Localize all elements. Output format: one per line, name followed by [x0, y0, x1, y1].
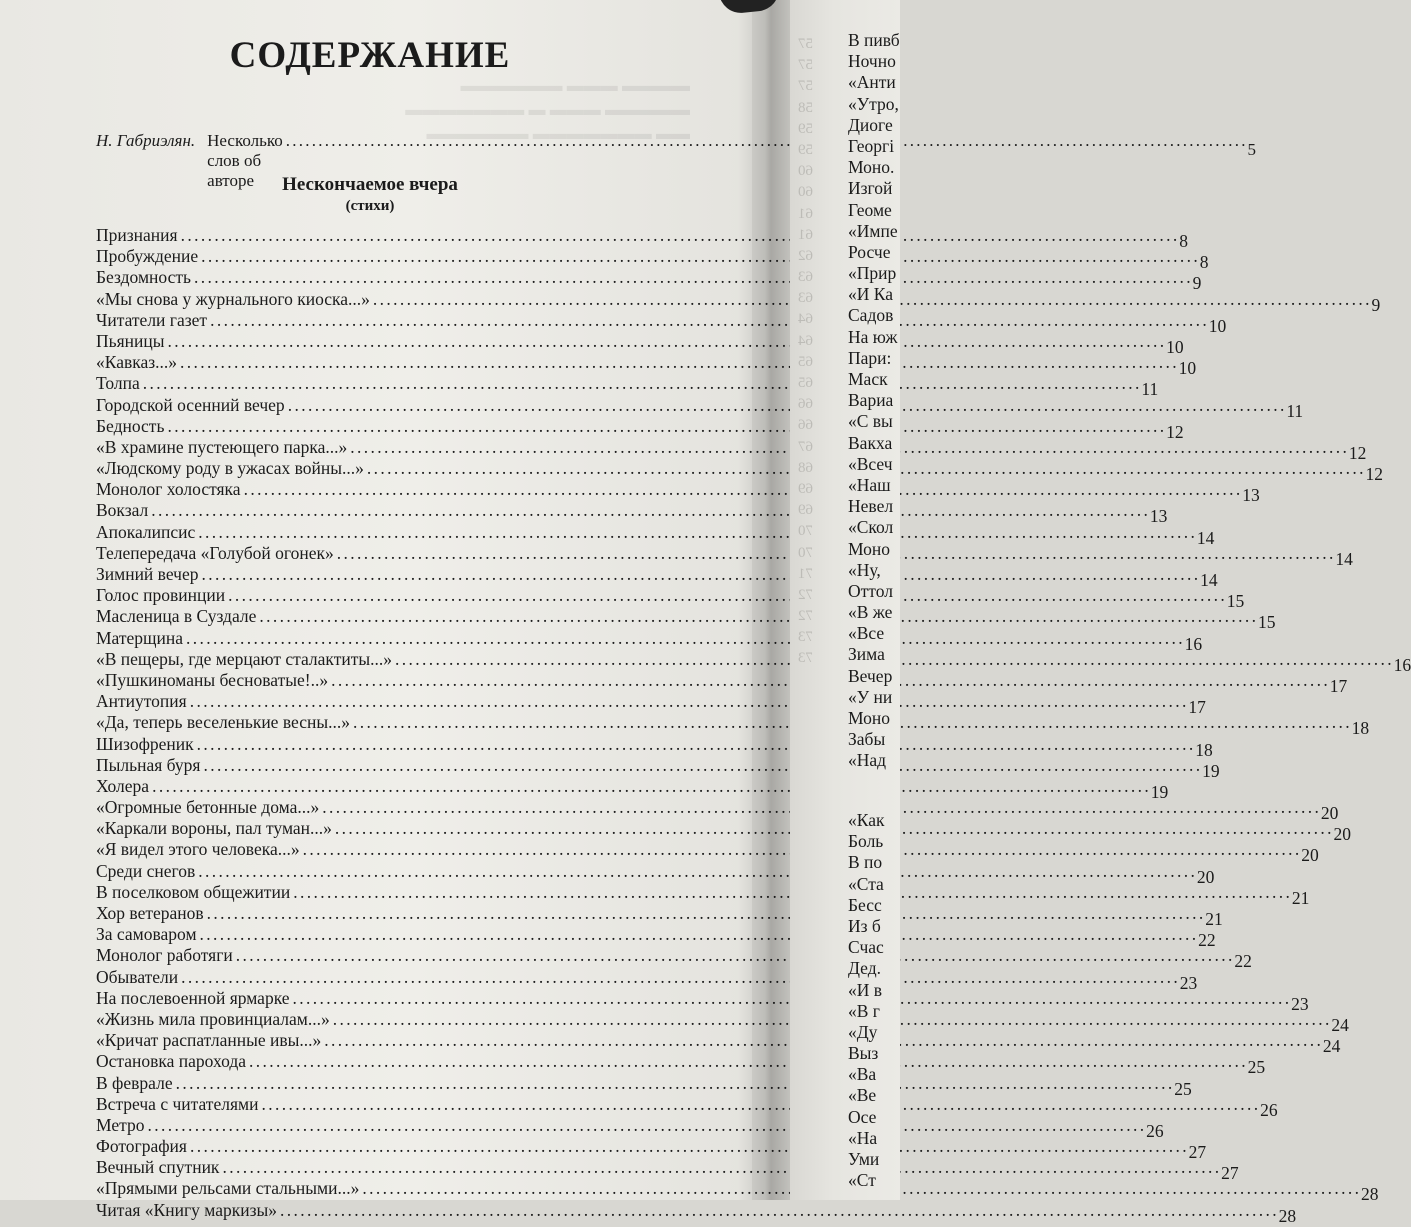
toc-entry-page: 28: [1278, 1205, 1297, 1226]
toc-entry-title: Телепередача «Голубой огонек»: [96, 542, 334, 563]
toc-entry-page: 19: [1202, 760, 1220, 781]
dot-leader: [181, 967, 1177, 988]
bleed-number: 72: [798, 608, 813, 625]
toc-entry-title: «Кричат распатланные ивы...»: [96, 1030, 322, 1051]
dot-leader: [198, 522, 1194, 543]
toc-entry-page: 13: [1242, 485, 1260, 506]
toc-entry-title: «Мы снова у журнального киоска...»: [96, 288, 370, 309]
toc-entry-title: Пьяницы: [96, 330, 165, 351]
right-page-line: В пивб: [848, 30, 900, 50]
toc-entry-page: 15: [1258, 612, 1276, 633]
toc-entry-page: 14: [1200, 570, 1218, 590]
right-page-line: «В же: [848, 602, 893, 623]
toc-entry-page: 14: [1196, 527, 1215, 548]
toc-entry-title: Матерщина: [96, 627, 184, 648]
page-title: СОДЕРЖАНИЕ: [229, 35, 511, 76]
bleed-number: 70: [798, 523, 813, 540]
toc-entry-title: «Прямыми рельсами стальными...»: [96, 1178, 360, 1199]
bleed-number: 63: [798, 269, 813, 286]
toc-entry-title: «Людскому роду в ужасах войны...»: [96, 458, 364, 479]
right-page-line: «В г: [848, 1000, 880, 1021]
toc-entry-page: 13: [1149, 506, 1168, 527]
section-subtitle: (стихи): [345, 198, 395, 214]
bleed-number: 69: [798, 480, 813, 497]
bleed-number: 62: [798, 247, 813, 264]
right-page-line: Моно: [848, 708, 890, 728]
right-page-line: «На: [848, 1127, 878, 1148]
dot-leader: [228, 585, 1224, 606]
dot-leader: [186, 628, 1182, 649]
toc-entry-page: 27: [1221, 1163, 1239, 1184]
right-page-line: Маск: [848, 369, 888, 389]
right-page-line: Забы: [848, 729, 886, 750]
book-gutter: [738, 0, 798, 1200]
dot-leader: [236, 945, 1232, 966]
toc-entry-page: 12: [1365, 464, 1383, 485]
toc-entry-title: Читатели газет: [96, 309, 208, 330]
bleed-number: 61: [798, 226, 813, 243]
toc-entry-page: 20: [1301, 845, 1319, 866]
bleed-number: 67: [798, 438, 813, 455]
dot-leader: [176, 1073, 1172, 1094]
right-page-line: «Анти: [848, 72, 896, 93]
toc-entry-title: Пыльная буря: [96, 754, 201, 775]
toc-entry-title: На послевоенной ярмарке: [96, 987, 290, 1008]
toc-entry-title: Бездомность: [96, 267, 191, 288]
toc-entry-page: 18: [1195, 739, 1213, 760]
toc-entry-page: 16: [1393, 654, 1411, 675]
toc-entry-title: За самоваром: [96, 924, 197, 945]
toc-entry-title: «Каркали вороны, пал туман...»: [96, 818, 332, 839]
toc-entry-page: 12: [1348, 442, 1367, 463]
right-page-line: «Импе: [848, 220, 898, 241]
dot-leader: [210, 310, 1206, 331]
right-page-line: На юж: [848, 326, 898, 347]
dot-leader: [180, 352, 1176, 373]
toc-entry-title: Фотография: [96, 1136, 187, 1157]
right-page-line: «И в: [848, 979, 883, 1000]
bleed-number: 73: [798, 629, 813, 646]
bleed-through-numbers: [798, 34, 813, 670]
toc-entry-title: Масленица в Суздале: [96, 606, 257, 627]
toc-entry-page: 22: [1234, 951, 1252, 972]
bleed-number: 57: [798, 78, 813, 95]
toc-entry-page: 23: [1179, 972, 1198, 993]
right-page-line: Изгой: [848, 178, 893, 199]
right-page-line: Ночно: [848, 51, 896, 72]
toc-entry-title: Антиутопия: [96, 691, 187, 712]
bleed-number: 70: [798, 544, 813, 561]
right-page-line: Вариа: [848, 390, 894, 411]
right-page-line: Бесс: [848, 894, 882, 915]
bleed-number: 57: [798, 36, 813, 52]
toc-entry[interactable]: [96, 1178, 1379, 1205]
toc-entry-title: «В пещеры, где мерцают сталактиты...»: [96, 648, 392, 669]
toc-entry-title: Обыватели: [96, 966, 179, 987]
intro-title: Несколько слов об авторе: [207, 131, 283, 190]
right-page-line: Диоге: [848, 114, 893, 135]
right-page-line: Моно.: [848, 157, 895, 178]
right-page-line: Георгі: [848, 135, 895, 156]
right-page-line: «У ни: [848, 686, 893, 707]
right-page-line: Осе: [848, 1106, 877, 1127]
intro-author: Н. Габриэлян.: [96, 131, 196, 150]
bleed-line-1: ▬▬▬▬ ▬▬▬ ▬▬▬▬▬▬: [460, 76, 690, 95]
toc-entry-title: Пробуждение: [96, 246, 199, 267]
right-page-line: Невел: [848, 496, 894, 517]
bleed-number: 66: [798, 417, 813, 434]
dot-leader: [167, 416, 1163, 437]
dot-leader: [200, 924, 1196, 945]
bleed-number: 64: [798, 311, 813, 328]
toc-entry-page: 25: [1247, 1057, 1266, 1078]
toc-entry-title: «Да, теперь веселенькие весны...»: [96, 712, 350, 733]
toc-entry-page: 16: [1184, 633, 1203, 654]
toc-entry-page: 26: [1146, 1120, 1164, 1141]
toc-entry-page: 9: [1192, 273, 1202, 294]
toc-entry-page: 21: [1291, 887, 1310, 908]
toc-entry-title: Холера: [96, 775, 150, 796]
toc-entry-title: «Огромные бетонные дома...»: [96, 797, 320, 818]
dot-leader: [190, 1136, 1186, 1157]
toc-entry-page: 10: [1178, 358, 1197, 379]
toc-entry-page: 11: [1286, 400, 1304, 421]
right-page-line: Уми: [848, 1149, 880, 1169]
toc-entry-title: Голос провинции: [96, 585, 226, 606]
bleed-number: 64: [798, 332, 813, 349]
toc-entry-page: 18: [1351, 718, 1370, 739]
toc-entry-title: Вечный спутник: [96, 1157, 220, 1178]
dot-leader: [151, 500, 1147, 521]
toc-entry-page: 15: [1226, 591, 1245, 612]
toc-entry-title: Среди снегов: [96, 860, 196, 881]
bleed-number: 61: [798, 205, 813, 222]
right-page-line: «Все: [848, 623, 885, 644]
right-page-line: «Прир: [848, 263, 897, 284]
bleed-number: 65: [798, 375, 813, 391]
right-page-line: Выз: [848, 1043, 879, 1064]
dot-leader: [143, 373, 1139, 394]
intro-page: 5: [1247, 140, 1257, 159]
dot-leader: [222, 1157, 1218, 1178]
dot-leader: [201, 246, 1197, 267]
toc-entry-page: 20: [1333, 824, 1352, 845]
right-page-lines-top: [848, 30, 900, 772]
bleed-number: 71: [798, 565, 813, 582]
right-page-line: «Ду: [848, 1021, 878, 1042]
toc-entry-title: Монолог холостяка: [96, 479, 241, 500]
bleed-number: 73: [798, 650, 813, 667]
bleed-number: 69: [798, 502, 813, 519]
toc-entry-page: 17: [1188, 697, 1206, 718]
bleed-number: 59: [798, 120, 813, 137]
bleed-number: 57: [798, 57, 813, 74]
toc-entry-title: Монолог работяги: [96, 945, 233, 966]
toc-entry-page: 25: [1174, 1078, 1192, 1099]
right-page-line: «Ве: [848, 1085, 877, 1106]
right-page-line: «С вы: [848, 411, 893, 432]
right-page-line: Вечер: [848, 665, 893, 686]
dot-leader: [147, 1115, 1143, 1136]
toc-entry-page: 11: [1141, 379, 1159, 400]
toc-entry-title: «Я видел этого человека...»: [96, 839, 300, 860]
right-page: [790, 0, 900, 1200]
right-page-line: «И Ка: [848, 284, 893, 305]
toc-entry-page: 17: [1329, 675, 1348, 696]
bleed-number: 68: [798, 459, 813, 476]
bleed-line-2: ▬▬▬▬▬ ▬▬▬ ▬ ▬▬▬▬▬▬▬: [405, 100, 690, 119]
right-page-line: Моно: [848, 538, 890, 559]
toc-entry-page: 8: [1199, 252, 1209, 273]
toc-entry-title: Признания: [96, 225, 178, 245]
toc-entry-title: Бедность: [96, 415, 165, 436]
right-page-line: «Ва: [848, 1064, 877, 1085]
right-page-line: «Ну,: [848, 559, 881, 580]
toc-entry-page: 22: [1198, 930, 1216, 951]
right-page-line: Оттол: [848, 580, 893, 601]
dot-leader: [207, 903, 1203, 924]
toc-entry-title: Встреча с читателями: [96, 1093, 259, 1114]
toc-entry-title: Остановка парохода: [96, 1051, 246, 1072]
bleed-number: 63: [798, 290, 813, 307]
right-page-line: «Над: [848, 750, 887, 771]
dot-leader: [190, 691, 1186, 712]
toc-entry-title: В феврале: [96, 1072, 173, 1093]
dot-leader: [197, 734, 1193, 755]
dot-leader: [194, 267, 1190, 288]
toc-entry-page: 24: [1322, 1036, 1341, 1057]
bleed-number: 72: [798, 586, 813, 603]
toc-entry-title: Вокзал: [96, 500, 149, 521]
toc-entry-page: 9: [1371, 294, 1381, 315]
toc-entry-page: 10: [1208, 315, 1227, 336]
toc-entry-page: 21: [1205, 909, 1223, 929]
toc-entry-page: 10: [1166, 336, 1184, 357]
right-page-line: Росче: [848, 241, 891, 262]
right-page-line: «Скол: [848, 517, 894, 538]
bleed-number: 60: [798, 184, 813, 201]
toc-entry-page: 20: [1196, 866, 1215, 887]
toc-entry-title: Читая «Книгу маркизы»: [96, 1199, 278, 1220]
toc-entry-title: Метро: [96, 1114, 145, 1135]
toc-entry-page: 20: [1320, 803, 1339, 824]
toc-entry[interactable]: [96, 775, 1169, 802]
right-page-line: Зима: [848, 644, 885, 665]
toc-entry-title: Хор ветеранов: [96, 903, 204, 923]
right-page-line: «Как: [848, 810, 885, 830]
bleed-number: 65: [798, 353, 813, 370]
right-page-line: «Утро,: [848, 93, 899, 114]
toc-entry-page: 23: [1291, 993, 1309, 1014]
right-page-line: Пари:: [848, 347, 892, 368]
right-page-line: Дед.: [848, 958, 881, 979]
toc-entry-page: 24: [1331, 1014, 1349, 1035]
dot-leader: [202, 564, 1198, 585]
bleed-line-3: ▬▬ ▬▬▬▬▬▬▬ ▬▬▬▬▬▬: [426, 124, 690, 143]
right-page-line: Геоме: [848, 199, 892, 220]
right-page-line: В по: [848, 852, 883, 873]
toc-entry-title: «Кавказ...»: [96, 352, 178, 373]
toc-entry[interactable]: [96, 1199, 1297, 1226]
dot-leader: [152, 776, 1148, 797]
right-page-line: «Всеч: [848, 453, 893, 474]
toc-entry-title: Зимний вечер: [96, 564, 199, 584]
dot-leader: [181, 225, 1177, 246]
toc-entry-title: «Пушкиноманы бесноватые!..»: [96, 669, 329, 690]
toc-entry-page: 14: [1335, 548, 1353, 569]
right-page-line: Из б: [848, 915, 881, 936]
dot-leader: [198, 861, 1194, 882]
right-page-line: Счас: [848, 937, 884, 958]
right-page-line: Вакха: [848, 432, 893, 453]
right-page-line: «Ст: [848, 1170, 876, 1191]
section-title: Нескончаемое вчера: [282, 174, 458, 195]
right-page-line: Боль: [848, 831, 884, 852]
bleed-number: 59: [798, 141, 813, 158]
dot-leader: [203, 755, 1199, 776]
bleed-number: 58: [798, 99, 813, 116]
right-page-line: Садов: [848, 305, 894, 326]
toc-entry-title: Апокалипсис: [96, 521, 196, 542]
toc-entry-page: 27: [1188, 1142, 1207, 1163]
toc-entry-title: «Жизнь мила провинциалам...»: [96, 1008, 330, 1029]
bleed-number: 60: [798, 163, 813, 180]
bleed-number: 66: [798, 396, 813, 413]
toc-entry-title: В поселковом общежитии: [96, 881, 291, 902]
toc-entry-page: 12: [1166, 421, 1184, 442]
toc-entry-page: 28: [1360, 1184, 1379, 1205]
toc-entry-title: Шизофреник: [96, 733, 194, 754]
dot-leader: [168, 331, 1164, 352]
toc-entry-page: 8: [1179, 231, 1188, 251]
right-page-lines-bottom: [848, 810, 884, 1191]
toc-entry-title: «В храмине пустеющего парка...»: [96, 436, 348, 457]
toc-entry-title: Толпа: [96, 373, 140, 394]
dot-leader: [280, 1200, 1276, 1221]
right-page-line: «Ста: [848, 873, 884, 894]
toc-entry-page: 26: [1260, 1099, 1278, 1120]
right-page-line: «Наш: [848, 474, 891, 495]
toc-entry-page: 19: [1150, 781, 1169, 802]
toc-entry-title: Городской осенний вечер: [96, 394, 285, 415]
